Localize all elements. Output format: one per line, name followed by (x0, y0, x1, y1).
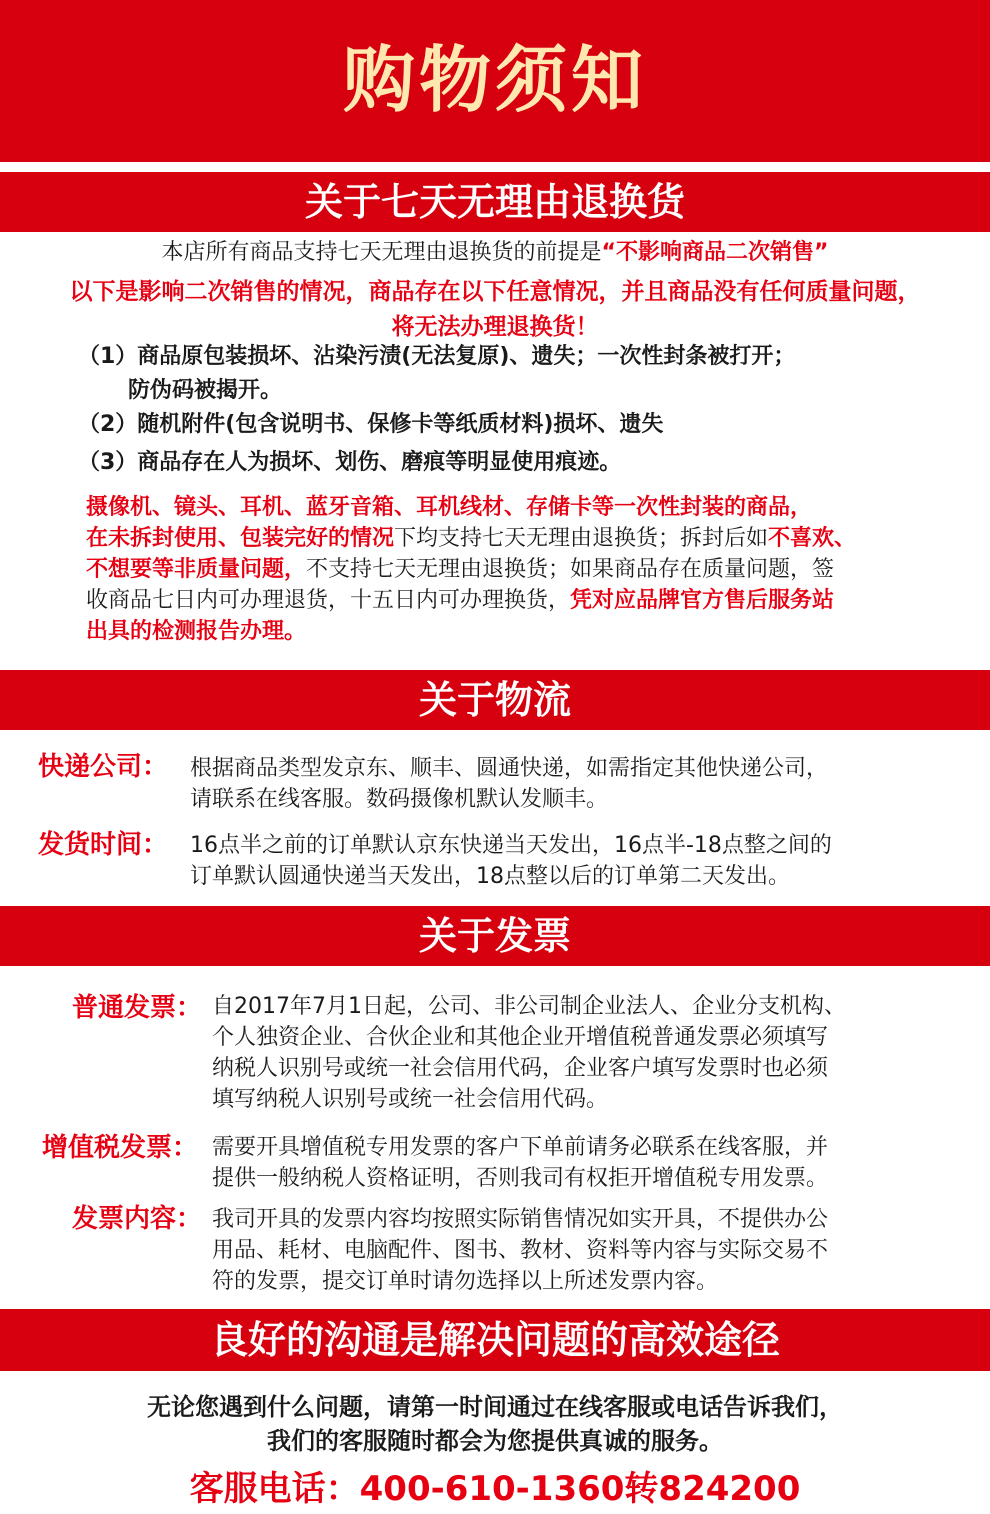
return-premise: 本店所有商品支持七天无理由退换货的前提是“不影响商品二次销售” (161, 240, 829, 265)
section-heading-returns: 关于七天无理由退换货 (0, 172, 990, 232)
ship-time-label: 发货时间： (38, 830, 169, 860)
return-warning-line1: 以下是影响二次销售的情况，商品存在以下任意情况，并且商品没有任何质量问题， (69, 279, 921, 305)
vat-invoice-text: 需要开具增值税专用发票的客户下单前请务必联系在线客服，并 提供一般纳税人资格证明，否则我司有权拒开增值税专用发票。 (212, 1135, 829, 1191)
section-heading-invoice: 关于发票 (0, 906, 990, 966)
return-item-1-cont: 防伪码被揭开。 (128, 378, 283, 403)
express-text: 根据商品类型发京东、顺丰、圆通快递，如需指定其他快递公司， 请联系在线客服。数码摄像机默认发顺丰。 (190, 756, 829, 812)
ship-time-text: 16点半之前的订单默认京东快递当天发出，16点半-18点整之间的 订单默认圆通快递当天发出，18点整以后的订单第二天发出。 (190, 833, 832, 889)
contact-line1: 无论您遇到什么问题，请第一时间通过在线客服或电话告诉我们， (147, 1393, 843, 1421)
invoice-content-label: 发票内容： (72, 1204, 203, 1234)
return-warning-line2: 将无法办理退换货！ (391, 314, 599, 340)
normal-invoice-label: 普通发票： (72, 993, 203, 1023)
return-item-2: （2）随机附件(包含说明书、保修卡等纸质材料)损坏、遗失 (78, 412, 664, 437)
normal-invoice-text: 自2017年7月1日起，公司、非公司制企业法人、企业分支机构、 个人独资企业、合伙企业和其他企业开增值税普通发票必须填写 纳税人识别号或统一社会信用代码，企业客户填写发票时也必须 填写纳税人识别号或统一社会信用代码。 (212, 994, 846, 1112)
section-heading-contact: 良好的沟通是解决问题的高效途径 (0, 1309, 990, 1371)
invoice-content-text: 我司开具的发票内容均按照实际销售情况如实开具，不提供办公 用品、耗材、电脑配件、图书、教材、资料等内容与实际交易不 符的发票，提交订单时请勿选择以上所述发票内容。 (212, 1207, 829, 1294)
return-note: 摄像机、镜头、耳机、蓝牙音箱、耳机线材、存储卡等一次性封装的商品， 在未拆封使用、包装完好的情况下均支持七天无理由退换货；拆封后如不喜欢、 不想要等非质量问题，不支持七天无理由退换货；如果商品存在质量问题，签 收商品七日内可办理退货，十五日内可办理换货，凭对应品牌官方售后服务站 出具的检测报告办理。 (86, 495, 857, 644)
return-item-1: （1）商品原包装损坏、沾染污渍(无法复原)、遗失；一次性封条被打开； (78, 344, 796, 369)
contact-line2: 我们的客服随时都会为您提供真诚的服务。 (267, 1427, 723, 1455)
return-item-3: （3）商品存在人为损坏、划伤、磨痕等明显使用痕迹。 (78, 450, 622, 475)
section-heading-logistics: 关于物流 (0, 670, 990, 730)
page-title: 购物须知 (342, 38, 647, 122)
hotline: 客服电话：400-610-1360转824200 (189, 1469, 801, 1509)
express-label: 快递公司： (38, 752, 169, 782)
vat-invoice-label: 增值税发票： (42, 1133, 199, 1163)
